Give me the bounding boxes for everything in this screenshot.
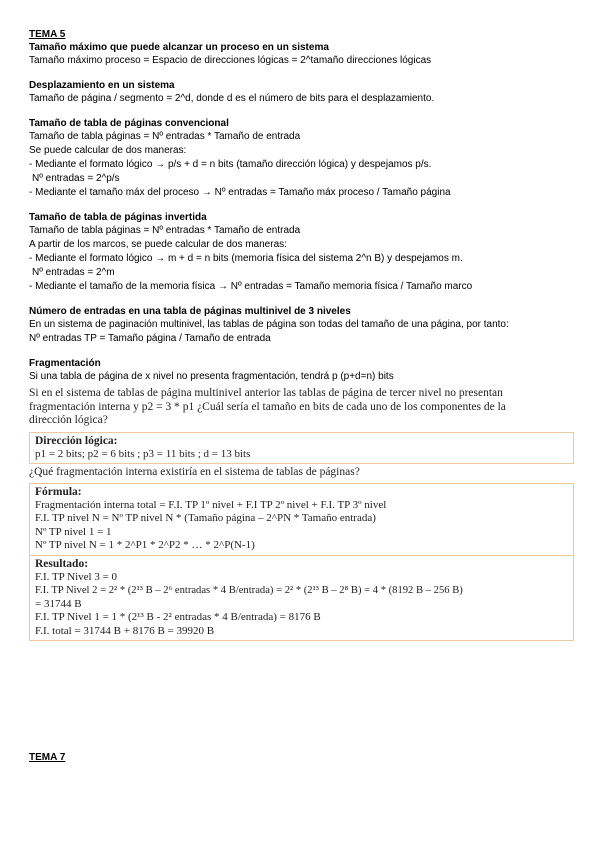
- section-heading: Fragmentación: [29, 358, 101, 369]
- formula-line: Fragmentación interna total = F.I. TP 1º nivel + F.I TP 2º nivel + F.I. TP 3º nivel: [35, 498, 387, 511]
- result-line: = 31744 B: [35, 597, 82, 610]
- text-line: Nº entradas = 2^m: [32, 267, 115, 278]
- text-line: Se puede calcular de dos maneras:: [29, 145, 187, 156]
- section-heading: Tamaño máximo que puede alcanzar un proceso en un sistema: [29, 42, 329, 53]
- section-heading: Tamaño de tabla de páginas convencional: [29, 118, 229, 129]
- formula-line: Nº TP nivel N = 1 * 2^P1 * 2^P2 * … * 2^P(N-1): [35, 539, 255, 551]
- formula-section: [30, 484, 573, 555]
- box-line: p1 = 2 bits; p2 = 6 bits ; p3 = 11 bits ; d = 13 bits: [35, 447, 251, 460]
- text-line: Tamaño de página / segmento = 2^d, donde d es el número de bits para el desplazamiento.: [29, 93, 435, 104]
- result-line: F.I. total = 31744 B + 8176 B = 39920 B: [35, 624, 215, 637]
- text-line: Si una tabla de página de x nivel no presenta fragmentación, tendrá p (p+d=n) bits: [29, 371, 394, 382]
- question-line: Si en el sistema de tablas de página multinivel anterior las tablas de página de tercer nivel no presentan: [29, 387, 503, 399]
- box-title: Dirección lógica:: [35, 434, 118, 447]
- text-line: - Mediante el formato lógico → m + d = n bits (memoria física del sistema 2^n B) y despejamos m.: [29, 253, 463, 264]
- formula-line: Nº TP nivel 1 = 1: [35, 525, 112, 538]
- question-line: fragmentación interna y p2 = 3 * p1 ¿Cuál sería el tamaño en bits de cada uno de los componentes de la: [29, 400, 506, 413]
- text-line: - Mediante el tamaño máx del proceso → Nº entradas = Tamaño máx proceso / Tamaño página: [29, 187, 451, 198]
- text-line: Nº entradas = 2^p/s: [32, 173, 120, 184]
- text-line: - Mediante el formato lógico → p/s + d = n bits (tamaño dirección lógica) y despejamos p/s.: [29, 159, 432, 170]
- text-line: En un sistema de paginación multinivel, las tablas de página son todas del tamaño de una página, por tanto:: [29, 319, 509, 330]
- result-section: [30, 555, 573, 641]
- box-title: Fórmula:: [35, 485, 82, 498]
- tema5-heading: TEMA 5: [29, 29, 66, 40]
- text-line: Nº entradas TP = Tamaño página / Tamaño de entrada: [29, 333, 271, 344]
- text-line: Tamaño de tabla páginas = Nº entradas * Tamaño de entrada: [29, 131, 301, 142]
- section-heading: Número de entradas en una tabla de páginas multinivel de 3 niveles: [29, 306, 351, 317]
- result-line: F.I. TP Nivel 2 = 2² * (2¹³ B – 2⁶ entradas * 4 B/entrada) = 2² * (2¹³ B – 2⁸ B) = 4 * (8192 B – 256 B): [35, 585, 463, 596]
- formula-line: F.I. TP nivel N = Nº TP nivel N * (Tamaño página – 2^PN * Tamaño entrada): [35, 512, 376, 524]
- question-line: ¿Qué fragmentación interna existiría en el sistema de tablas de páginas?: [29, 466, 360, 478]
- box-title: Resultado:: [35, 557, 89, 570]
- text-line: Tamaño de tabla páginas = Nº entradas * Tamaño de entrada: [29, 225, 301, 236]
- logical-address-box: [29, 432, 574, 465]
- text-line: Tamaño máximo proceso = Espacio de direcciones lógicas = 2^tamaño direcciones lógicas: [29, 55, 432, 66]
- result-line: F.I. TP Nivel 1 = 1 * (2¹³ B - 2² entradas * 4 B/entrada) = 8176 B: [35, 611, 321, 623]
- formula-result-box: [29, 483, 574, 642]
- section-heading: Desplazamiento en un sistema: [29, 80, 175, 91]
- section-heading: Tamaño de tabla de páginas invertida: [29, 212, 207, 223]
- document-page: [29, 28, 574, 641]
- text-line: A partir de los marcos, se puede calcular de dos maneras:: [29, 239, 287, 250]
- tema7-heading: TEMA 7: [29, 752, 66, 763]
- result-line: F.I. TP Nivel 3 = 0: [35, 570, 118, 583]
- question-line: dirección lógica?: [29, 414, 108, 426]
- text-line: - Mediante el tamaño de la memoria física → Nº entradas = Tamaño memoria física / Tamaño marco: [29, 281, 473, 292]
- exercise-block: [29, 387, 574, 641]
